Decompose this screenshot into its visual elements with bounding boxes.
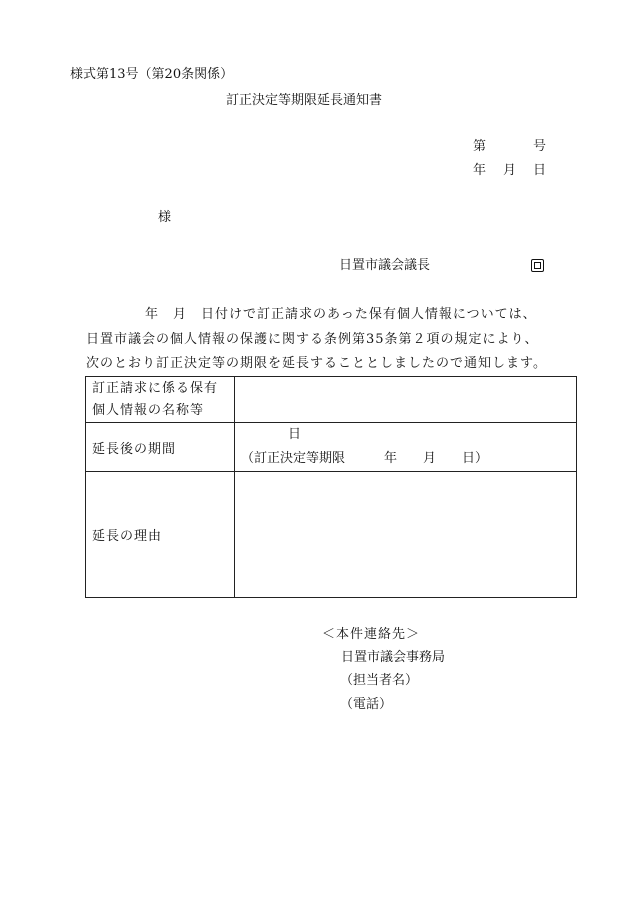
sender-name: 日置市議会議長 bbox=[339, 258, 431, 273]
doc-number-prefix: 第 bbox=[473, 139, 487, 154]
extension-table bbox=[85, 376, 577, 598]
extension-reason-field[interactable] bbox=[235, 472, 577, 598]
info-name-field[interactable] bbox=[235, 377, 577, 423]
info-name-label bbox=[86, 377, 235, 423]
seal-mark bbox=[531, 259, 544, 275]
seal-icon bbox=[531, 259, 544, 272]
info-name-label-line-2: 個人情報の名称等 bbox=[92, 402, 205, 418]
extended-period-day: 日 bbox=[288, 427, 302, 442]
table-row bbox=[86, 377, 577, 423]
body-text-line-3: 次のとおり訂正決定等の期限を延長することとしましたので通知します。 bbox=[86, 356, 547, 371]
extended-period-label: 延長後の期間 bbox=[86, 423, 235, 472]
extended-period-field[interactable] bbox=[235, 423, 577, 472]
extension-reason-label: 延長の理由 bbox=[86, 472, 235, 598]
contact-person: （担当者名） bbox=[340, 673, 419, 688]
extended-period-deadline: （訂正決定等期限 年 月 日） bbox=[241, 451, 489, 466]
contact-heading: ＜本件連絡先＞ bbox=[322, 627, 421, 642]
date-year: 年 bbox=[473, 163, 487, 178]
table-row bbox=[86, 423, 577, 472]
form-number: 様式第13号（第20条関係） bbox=[70, 67, 234, 82]
body-text-line-2: 日置市議会の個人情報の保護に関する条例第35条第２項の規定により、 bbox=[86, 332, 539, 347]
doc-number-suffix: 号 bbox=[533, 139, 547, 154]
date-month: 月 bbox=[503, 163, 517, 178]
contact-office: 日置市議会事務局 bbox=[341, 650, 446, 665]
addressee-suffix: 様 bbox=[158, 210, 172, 225]
date-day: 日 bbox=[533, 163, 547, 178]
document-title: 訂正決定等期限延長通知書 bbox=[226, 93, 383, 108]
info-name-label-line-1: 訂正請求に係る保有 bbox=[92, 380, 219, 396]
body-text-line-1: 年 月 日付けで訂正請求のあった保有個人情報については、 bbox=[145, 307, 537, 322]
contact-phone: （電話） bbox=[340, 697, 393, 712]
table-row bbox=[86, 472, 577, 598]
